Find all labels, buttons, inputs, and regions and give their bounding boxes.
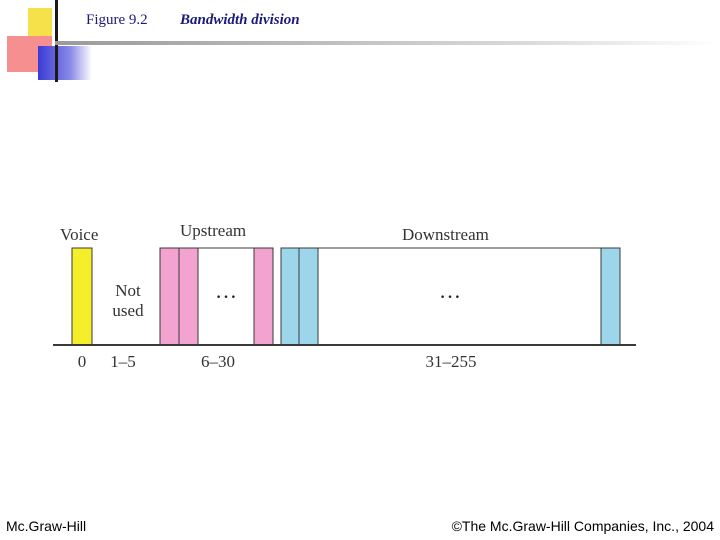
range-voice: 0 bbox=[77, 352, 87, 371]
band-upstream-1 bbox=[160, 248, 179, 345]
band-upstream-3 bbox=[254, 248, 273, 345]
upstream-ellipsis: … bbox=[215, 278, 237, 303]
band-downstream-2 bbox=[299, 248, 318, 345]
label-upstream: Upstream bbox=[180, 221, 247, 240]
figure-title: Bandwidth division bbox=[180, 12, 300, 28]
band-downstream-3 bbox=[601, 248, 620, 345]
label-voice: Voice bbox=[60, 225, 99, 244]
band-voice bbox=[72, 248, 92, 345]
band-upstream-2 bbox=[179, 248, 198, 345]
downstream-ellipsis: … bbox=[439, 278, 461, 303]
range-upstream: 6–30 bbox=[201, 352, 235, 371]
label-downstream: Downstream bbox=[402, 225, 489, 244]
footer-publisher: Mc.Graw-Hill bbox=[6, 518, 87, 534]
footer-copyright: ©The Mc.Graw-Hill Companies, Inc., 2004 bbox=[451, 518, 714, 534]
range-downstream: 31–255 bbox=[425, 352, 477, 371]
not-used-line2: used bbox=[112, 301, 144, 320]
figure-number: Figure 9.2 bbox=[86, 12, 148, 28]
band-downstream-1 bbox=[281, 248, 299, 345]
not-used-line1: Not bbox=[115, 281, 141, 300]
range-not-used: 1–5 bbox=[110, 352, 136, 371]
